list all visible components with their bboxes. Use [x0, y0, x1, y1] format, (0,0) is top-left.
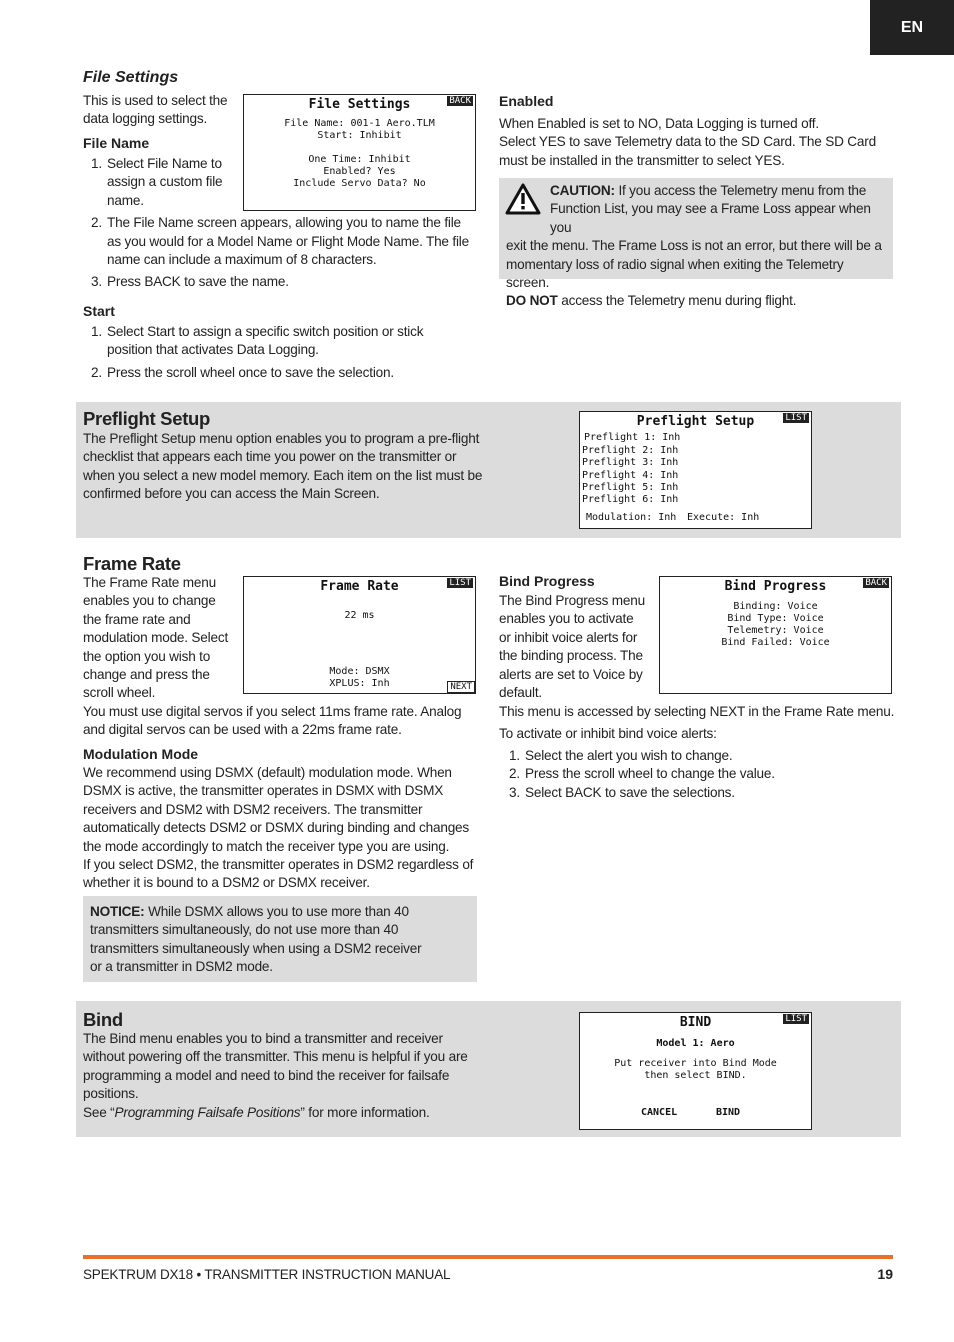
- file-settings-screen: [243, 94, 476, 211]
- screen-line: Modulation: Inh: [586, 512, 677, 523]
- bind-progress-steps: [501, 747, 901, 802]
- screen-line: Preflight 3: Inh: [582, 457, 679, 468]
- notice-text: NOTICE: While DSMX allows you to use more than 40 transmitters simultaneously, do not use more than 40 transmitters simultaneously when using a DSM2 receiver or a transmitter in DSM2 mode.: [90, 904, 422, 975]
- modulation-heading: Modulation Mode: [83, 746, 199, 762]
- screen-line: then select BIND.: [644, 1070, 747, 1081]
- screen-line: File Name: 001-1 Aero.TLM: [284, 118, 435, 129]
- list-item: 3. Select BACK to save the selections.: [509, 784, 735, 800]
- screen-line[interactable]: Binding: Voice: [733, 601, 818, 612]
- frame-rate-heading: Frame Rate: [83, 553, 181, 574]
- screen-line: Preflight 1: Inh: [584, 432, 681, 443]
- screen-title: Frame Rate: [320, 579, 399, 594]
- frame-rate-screen: [243, 576, 476, 694]
- screen-line: Start: Inhibit: [317, 130, 402, 141]
- frame-rate-value[interactable]: 22 ms: [344, 610, 375, 621]
- screen-line: Preflight 4: Inh: [582, 470, 679, 481]
- bind-progress-screen: [659, 576, 892, 694]
- list-button[interactable]: LIST: [785, 1014, 807, 1024]
- start-steps: [83, 323, 483, 382]
- cancel-button[interactable]: CANCEL: [641, 1107, 678, 1118]
- next-button[interactable]: NEXT: [447, 681, 475, 693]
- back-button[interactable]: BACK: [449, 96, 471, 106]
- file-settings-intro: This is used to select the data logging settings.: [83, 93, 228, 127]
- bind-progress-text: This menu is accessed by selecting NEXT in the Frame Rate menu.: [499, 704, 895, 719]
- frame-rate-intro: The Frame Rate menu enables you to change the frame rate and modulation mode. Select the option you wish to change and press the scroll wheel.: [83, 575, 229, 701]
- screen-line: Put receiver into Bind Mode: [614, 1058, 777, 1069]
- footer-title: SPEKTRUM DX18 • TRANSMITTER INSTRUCTION MANUAL: [83, 1267, 451, 1282]
- bind-button[interactable]: BIND: [716, 1107, 741, 1118]
- screen-title: File Settings: [308, 97, 411, 112]
- footer-rule: [83, 1255, 893, 1259]
- list-item: 2. The File Name screen appears, allowing you to name the file as you would for a Model Name or Flight Mode Name. The file name can include a maximum of 8 characters.: [91, 215, 469, 268]
- file-name-heading: File Name: [83, 135, 150, 151]
- list-item: 1. Select File Name to assign a custom file name.: [91, 156, 223, 208]
- enabled-heading: Enabled: [499, 93, 554, 109]
- screen-line[interactable]: Bind Type: Voice: [727, 613, 824, 624]
- back-button[interactable]: BACK: [865, 578, 887, 588]
- list-item: 3. Press BACK to save the name.: [91, 274, 289, 290]
- preflight-text: The Preflight Setup menu option enables you to program a pre-flight checklist that appears each time you power on the transmitter or when you select a new model memory. Each item on the list must be confirmed before you can access the Main Screen.: [83, 431, 483, 502]
- bind-text: The Bind menu enables you to bind a transmitter and receiver without powering off the transmitter. This menu is helpful if you are programming a model and need to bind the receiver for failsafe positions. See “Programming Failsafe Positions” for more information.: [83, 1031, 468, 1120]
- language-tab: EN: [870, 0, 954, 55]
- screen-line: Preflight 6: Inh: [582, 494, 679, 505]
- modulation-text: We recommend using DSMX (default) modulation mode. When DSMX is active, the transmitter operates in DSMX with DSMX receivers and DSM2 with DSM2 receivers. The transmitter automatically detects DSM2 or DSMX during binding and changes the mode accordingly to match the receiver type you are using. If you select DSM2, the transmitter operates in DSM2 regardless of whether it is bound to a DSM2 or DSMX receiver.: [83, 765, 474, 891]
- mode-value[interactable]: Mode: DSMX: [329, 666, 390, 677]
- screen-line: Execute: Inh: [687, 512, 760, 523]
- screen-line: Enabled? Yes: [323, 166, 396, 177]
- bind-screen: [579, 1012, 812, 1130]
- frame-rate-text: You must use digital servos if you select 11ms frame rate. Analog and digital servos can be used with a 22ms frame rate.: [83, 704, 462, 738]
- enabled-text: When Enabled is set to NO, Data Logging is turned off. Select YES to save Telemetry data to the SD Card. The SD Card must be installed in the transmitter to select YES.: [499, 116, 876, 168]
- screen-line: Preflight 2: Inh: [582, 445, 679, 456]
- screen-line: Include Servo Data? No: [293, 178, 426, 189]
- list-item: 1. Select the alert you wish to change.: [509, 748, 733, 763]
- list-button[interactable]: LIST: [785, 413, 807, 423]
- bind-heading: Bind: [83, 1009, 123, 1030]
- list-item: 1. Select Start to assign a specific switch position or stick position that activates Data Logging.: [91, 324, 424, 358]
- screen-line: One Time: Inhibit: [308, 154, 411, 165]
- screen-title: Preflight Setup: [636, 414, 755, 429]
- screen-title: Bind Progress: [724, 579, 827, 594]
- preflight-heading: Preflight Setup: [83, 408, 211, 429]
- screen-line[interactable]: Telemetry: Voice: [727, 625, 824, 636]
- bind-progress-text: To activate or inhibit bind voice alerts:: [499, 726, 717, 741]
- page-number: 19: [877, 1266, 893, 1282]
- list-item: 2. Press the scroll wheel to change the value.: [509, 766, 775, 782]
- screen-title: BIND: [679, 1015, 712, 1030]
- start-heading: Start: [83, 303, 115, 319]
- model-name: Model 1: Aero: [656, 1038, 735, 1049]
- list-button[interactable]: LIST: [449, 578, 471, 588]
- preflight-screen: [579, 411, 812, 529]
- bind-progress-heading: Bind Progress: [499, 573, 595, 589]
- xplus-value[interactable]: XPLUS: Inh: [329, 678, 390, 689]
- bind-progress-intro: The Bind Progress menu enables you to activate or inhibit voice alerts for the binding process. The alerts are set to Voice by default.: [499, 593, 645, 701]
- caution-text: CAUTION: If you access the Telemetry menu from the Function List, you may see a Frame Loss appear when you exit the menu. The Frame Loss is not an error, but there will be a momentary loss of radio signal when exiting the Telemetry screen. DO NOT access the Telemetry menu during flight.: [506, 183, 882, 309]
- screen-line[interactable]: Bind Failed: Voice: [721, 637, 830, 648]
- list-item: 2. Press the scroll wheel once to save the selection.: [91, 364, 394, 380]
- file-settings-heading: File Settings: [83, 69, 179, 86]
- screen-line: Preflight 5: Inh: [582, 482, 679, 493]
